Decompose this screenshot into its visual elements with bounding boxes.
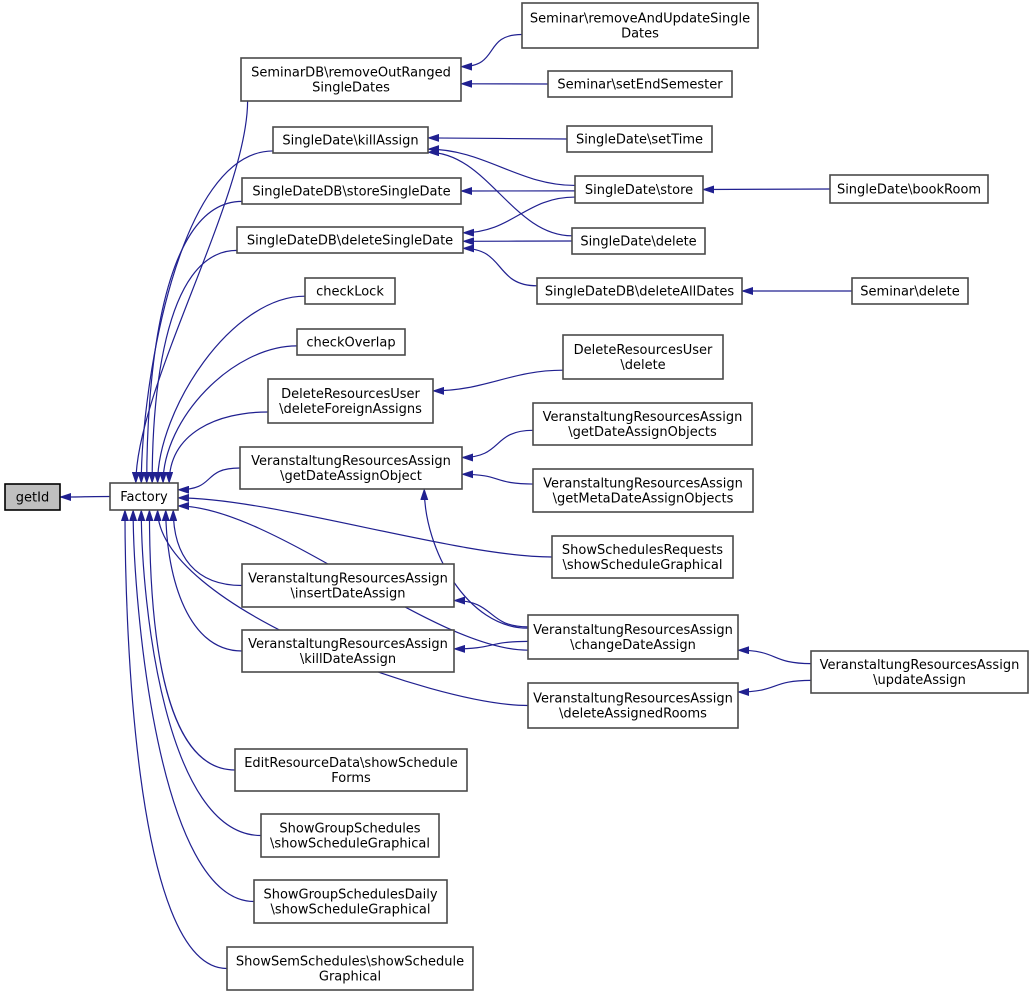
node-label: SingleDate\killAssign bbox=[282, 133, 419, 149]
node-SeminarDB-removeOutRangedSingleDates[interactable] bbox=[241, 58, 461, 101]
node-Factory[interactable] bbox=[110, 483, 178, 510]
node-label: Forms bbox=[331, 771, 371, 786]
node-SingleDate-store[interactable] bbox=[575, 176, 703, 203]
node-label: ShowGroupSchedulesDaily bbox=[263, 887, 438, 903]
node-DeleteResourcesUser-deleteForeignAssigns[interactable] bbox=[268, 379, 433, 423]
edge-SingleDate-bookRoom--SingleDate-store bbox=[703, 189, 830, 190]
node-label: Dates bbox=[621, 26, 659, 42]
node-label: VeranstaltungResourcesAssign bbox=[533, 691, 733, 707]
node-label: ShowGroupSchedules bbox=[279, 821, 421, 837]
node-ShowGroupSchedulesDaily-showScheduleGraphical[interactable] bbox=[254, 880, 447, 923]
node-label: \updateAssign bbox=[873, 673, 966, 688]
edge-VRA-updateAssign--VRA-changeDateAssign bbox=[738, 650, 811, 663]
node-label: VeranstaltungResourcesAssign bbox=[251, 454, 451, 469]
edge-SeminarDB-removeOutRangedSingleDates--Factory bbox=[136, 101, 248, 483]
node-ShowSchedulesRequests-showScheduleGraphical[interactable] bbox=[552, 536, 733, 578]
node-label: Seminar\removeAndUpdateSingle bbox=[529, 11, 751, 27]
edge-VRA-insertDateAssign--Factory bbox=[173, 510, 242, 586]
node-SingleDate-delete[interactable] bbox=[572, 228, 705, 254]
node-checkLock[interactable] bbox=[305, 278, 395, 304]
node-SingleDateDB-deleteAllDates[interactable] bbox=[537, 278, 742, 304]
node-label: \getDateAssignObjects bbox=[568, 425, 717, 440]
edge-VRA-updateAssign--VRA-deleteAssignedRooms bbox=[738, 680, 811, 692]
node-label: \deleteForeignAssigns bbox=[279, 402, 422, 417]
edge-EditResourceData-showScheduleForms--Factory bbox=[149, 510, 235, 770]
node-label: VeranstaltungResourcesAssign bbox=[248, 571, 448, 587]
edge-VRA-changeDateAssign--VRA-insertDateAssign bbox=[454, 601, 528, 627]
node-label: DeleteResourcesUser bbox=[281, 387, 420, 402]
edge-SingleDateDB-deleteAllDates--SingleDateDB-deleteSingleDate bbox=[463, 248, 537, 285]
node-label: ShowSemSchedules\showSchedule bbox=[235, 954, 465, 970]
node-label: SingleDate\delete bbox=[580, 234, 697, 250]
node-label: Graphical bbox=[318, 969, 382, 985]
node-label: VeranstaltungResourcesAssign bbox=[248, 637, 448, 652]
node-label: \getMetaDateAssignObjects bbox=[552, 491, 734, 507]
node-label: checkOverlap bbox=[306, 335, 396, 351]
node-getId[interactable] bbox=[5, 484, 60, 510]
node-SingleDate-setTime[interactable] bbox=[567, 126, 712, 152]
node-label: VeranstaltungResourcesAssign bbox=[543, 476, 743, 492]
node-label: VeranstaltungResourcesAssign bbox=[819, 658, 1020, 673]
edge-VRA-getDateAssignObjects--VRA-getDateAssignObject bbox=[462, 430, 533, 457]
node-VRA-insertDateAssign[interactable] bbox=[242, 564, 454, 607]
node-label: SeminarDB\removeOutRanged bbox=[251, 65, 451, 81]
node-VRA-deleteAssignedRooms[interactable] bbox=[528, 683, 738, 728]
node-label: VeranstaltungResourcesAssign bbox=[542, 410, 743, 425]
node-label: SingleDateDB\deleteSingleDate bbox=[246, 233, 454, 249]
node-SingleDateDB-deleteSingleDate[interactable] bbox=[237, 227, 463, 253]
edge-SingleDateDB-storeSingleDate--Factory bbox=[147, 201, 242, 483]
node-EditResourceData-showScheduleForms[interactable] bbox=[235, 749, 467, 791]
node-label: SingleDateDB\storeSingleDate bbox=[252, 184, 451, 200]
node-label: ShowSchedulesRequests bbox=[561, 543, 724, 558]
edge-ShowSemSchedules-showScheduleGraphical--Factory bbox=[125, 510, 227, 969]
node-Seminar-setEndSemester[interactable] bbox=[548, 71, 732, 97]
node-SingleDate-killAssign[interactable] bbox=[273, 127, 428, 153]
edge-VRA-changeDateAssign--VRA-killDateAssign bbox=[454, 641, 528, 649]
node-label: \delete bbox=[620, 358, 666, 373]
node-label: SingleDate\store bbox=[584, 183, 694, 198]
node-Seminar-removeAndUpdateSingleDates[interactable] bbox=[522, 3, 758, 48]
edge-SingleDate-store--SingleDateDB-deleteSingleDate bbox=[463, 197, 575, 233]
node-DeleteResourcesUser-delete[interactable] bbox=[563, 335, 723, 379]
node-VRA-updateAssign[interactable] bbox=[811, 651, 1028, 693]
node-VRA-killDateAssign[interactable] bbox=[242, 630, 454, 672]
node-label: getId bbox=[15, 490, 50, 506]
edge-SingleDate-setTime--SingleDate-killAssign bbox=[428, 138, 567, 139]
node-label: \getDateAssignObject bbox=[280, 469, 422, 484]
node-VRA-getMetaDateAssignObjects[interactable] bbox=[533, 469, 753, 512]
node-label: \insertDateAssign bbox=[290, 586, 406, 602]
node-label: \changeDateAssign bbox=[570, 638, 696, 653]
node-label: EditResourceData\showSchedule bbox=[244, 756, 458, 771]
node-ShowGroupSchedules-showScheduleGraphical[interactable] bbox=[261, 814, 439, 857]
node-label: SingleDate\setTime bbox=[575, 132, 704, 148]
node-checkOverlap[interactable] bbox=[297, 329, 405, 355]
node-label: Seminar\setEndSemester bbox=[557, 77, 723, 93]
node-label: \showScheduleGraphical bbox=[562, 558, 723, 573]
node-VRA-getDateAssignObjects[interactable] bbox=[533, 403, 752, 445]
node-label: SingleDates bbox=[312, 80, 390, 96]
nodes-layer bbox=[5, 3, 1028, 990]
node-label: \deleteAssignedRooms bbox=[559, 706, 707, 722]
node-ShowSemSchedules-showScheduleGraphical[interactable] bbox=[227, 947, 473, 990]
node-label: checkLock bbox=[316, 284, 384, 300]
edge-VRA-killDateAssign--Factory bbox=[166, 510, 242, 651]
node-label: Seminar\delete bbox=[860, 284, 960, 300]
node-label: \showScheduleGraphical bbox=[270, 902, 431, 918]
node-label: SingleDateDB\deleteAllDates bbox=[544, 284, 735, 300]
node-label: SingleDate\bookRoom bbox=[836, 182, 982, 198]
node-SingleDateDB-storeSingleDate[interactable] bbox=[242, 178, 461, 204]
edge-ShowSchedulesRequests-showScheduleGraphical--Factory bbox=[178, 498, 552, 557]
node-Seminar-delete[interactable] bbox=[852, 278, 968, 304]
node-VRA-getDateAssignObject[interactable] bbox=[240, 447, 462, 489]
node-label: \showScheduleGraphical bbox=[270, 836, 430, 852]
edge-Factory--getId bbox=[60, 497, 110, 498]
edge-VRA-getDateAssignObject--Factory bbox=[178, 468, 240, 490]
node-SingleDate-bookRoom[interactable] bbox=[830, 175, 988, 203]
node-label: VeranstaltungResourcesAssign bbox=[533, 623, 733, 638]
edge-VRA-getMetaDateAssignObjects--VRA-getDateAssignObject bbox=[462, 474, 533, 484]
node-label: \killDateAssign bbox=[299, 652, 397, 667]
edge-DeleteResourcesUser-delete--DeleteResourcesUser-deleteForeignAssigns bbox=[433, 370, 563, 391]
edge-Seminar-removeAndUpdateSingleDates--SeminarDB-removeOutRangedSingleDates bbox=[461, 35, 522, 67]
node-label: Factory bbox=[120, 490, 168, 505]
node-VRA-changeDateAssign[interactable] bbox=[528, 615, 738, 659]
node-label: DeleteResourcesUser bbox=[573, 343, 713, 358]
